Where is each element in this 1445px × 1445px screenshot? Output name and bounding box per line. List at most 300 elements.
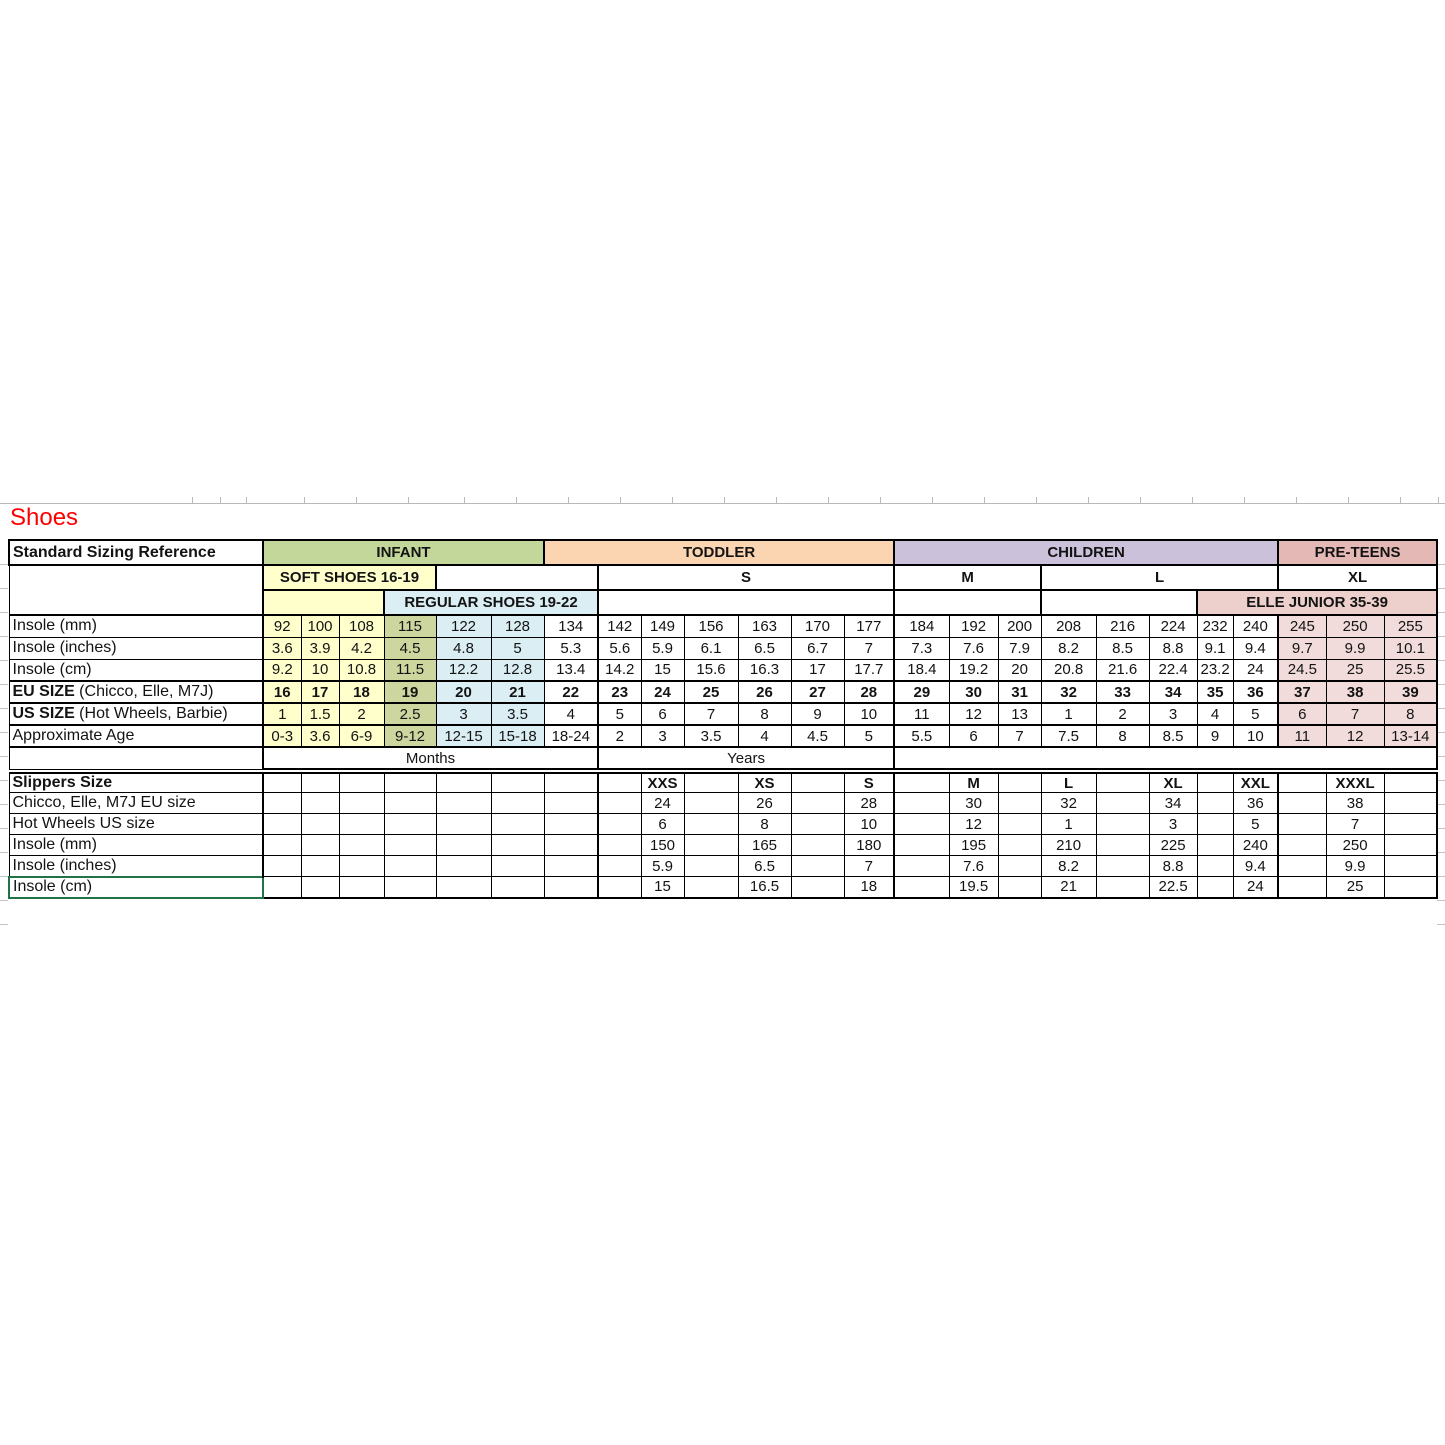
- cell-insole-inches-14[interactable]: 7.6: [949, 637, 998, 659]
- cell-us-size-19[interactable]: 4: [1197, 703, 1233, 725]
- cell-us-size-23[interactable]: 8: [1384, 703, 1437, 725]
- slipper-empty-cell[interactable]: [1096, 814, 1149, 835]
- slipper-cell-insole-mm-4[interactable]: 210: [1041, 835, 1096, 856]
- slipper-empty-cell[interactable]: [684, 856, 738, 877]
- cell-insole-inches-16[interactable]: 8.2: [1041, 637, 1096, 659]
- slipper-empty-cell[interactable]: [263, 814, 301, 835]
- slipper-empty-cell[interactable]: [436, 793, 491, 814]
- slipper-cell-hot-wheels-us-size-3[interactable]: 12: [949, 814, 998, 835]
- cell-insole-mm-18[interactable]: 224: [1149, 615, 1197, 637]
- cell-us-size-10[interactable]: 8: [738, 703, 791, 725]
- slipper-empty-cell[interactable]: [339, 835, 384, 856]
- slipper-empty-cell[interactable]: [684, 814, 738, 835]
- cell-insole-mm-14[interactable]: 192: [949, 615, 998, 637]
- slipper-empty-cell[interactable]: [998, 814, 1041, 835]
- cell-us-size-5[interactable]: 3.5: [491, 703, 544, 725]
- slipper-cell-chicco-elle-m7j-eu-size-6[interactable]: 36: [1233, 793, 1278, 814]
- slipper-empty-cell[interactable]: [1197, 835, 1233, 856]
- cell-us-size-3[interactable]: 2.5: [384, 703, 436, 725]
- row-label-insole-cm[interactable]: Insole (cm): [9, 659, 263, 681]
- cell-insole-mm-16[interactable]: 208: [1041, 615, 1096, 637]
- cell-insole-cm-19[interactable]: 23.2: [1197, 659, 1233, 681]
- slipper-cell-insole-inches-0[interactable]: 5.9: [641, 856, 684, 877]
- slipper-empty-cell[interactable]: [384, 877, 436, 898]
- row-label-eu-size[interactable]: [9, 681, 263, 703]
- slipper-empty-cell[interactable]: [598, 856, 641, 877]
- slipper-empty-cell[interactable]: [998, 835, 1041, 856]
- period-blank[interactable]: [894, 747, 1437, 769]
- cell-insole-mm-11[interactable]: 170: [791, 615, 844, 637]
- cell-insole-cm-18[interactable]: 22.4: [1149, 659, 1197, 681]
- subheader-s[interactable]: S: [598, 565, 894, 590]
- cell-eu-size-8[interactable]: 24: [641, 681, 684, 703]
- slipper-empty-cell[interactable]: [491, 856, 544, 877]
- slipper-empty-cell[interactable]: [436, 814, 491, 835]
- slipper-empty-cell[interactable]: [1197, 793, 1233, 814]
- cell-insole-cm-3[interactable]: 11.5: [384, 659, 436, 681]
- slipper-row-label-hot-wheels-us-size[interactable]: Hot Wheels US size: [9, 814, 263, 835]
- cell-insole-mm-13[interactable]: 184: [894, 615, 949, 637]
- slipper-empty-cell[interactable]: [791, 835, 844, 856]
- cell-approximate-age-20[interactable]: 10: [1233, 725, 1278, 747]
- slipper-empty-cell[interactable]: [339, 877, 384, 898]
- cell-approximate-age-0[interactable]: 0-3: [263, 725, 301, 747]
- cell-us-size-18[interactable]: 3: [1149, 703, 1197, 725]
- sheet-title[interactable]: Shoes: [10, 504, 79, 531]
- cell-insole-mm-19[interactable]: 232: [1197, 615, 1233, 637]
- slipper-cell-insole-inches-4[interactable]: 8.2: [1041, 856, 1096, 877]
- cell-insole-mm-1[interactable]: 100: [301, 615, 339, 637]
- slipper-empty-cell[interactable]: [1278, 877, 1326, 898]
- slipper-empty-cell[interactable]: [1384, 835, 1437, 856]
- cell-eu-size-14[interactable]: 30: [949, 681, 998, 703]
- row-label-approximate-age[interactable]: Approximate Age: [9, 725, 263, 747]
- slipper-cell-insole-inches-5[interactable]: 8.8: [1149, 856, 1197, 877]
- slipper-empty-cell[interactable]: [998, 856, 1041, 877]
- slipper-empty-cell[interactable]: [1096, 877, 1149, 898]
- slipper-cell-hot-wheels-us-size-6[interactable]: 5: [1233, 814, 1278, 835]
- cell-insole-inches-3[interactable]: 4.5: [384, 637, 436, 659]
- slipper-empty-cell[interactable]: [684, 835, 738, 856]
- group-header-toddler[interactable]: TODDLER: [544, 540, 894, 565]
- slipper-size-xl[interactable]: XL: [1149, 773, 1197, 793]
- slipper-cell-insole-cm-0[interactable]: 15: [641, 877, 684, 898]
- cell-eu-size-0[interactable]: 16: [263, 681, 301, 703]
- group-header-children[interactable]: CHILDREN: [894, 540, 1278, 565]
- slipper-empty-cell[interactable]: [544, 773, 598, 793]
- slipper-cell-chicco-elle-m7j-eu-size-1[interactable]: 26: [738, 793, 791, 814]
- cell-eu-size-2[interactable]: 18: [339, 681, 384, 703]
- subheader-soft-shoes-16-19[interactable]: SOFT SHOES 16-19: [263, 565, 436, 590]
- label-blank-cell[interactable]: [9, 565, 263, 615]
- subheader-blank[interactable]: [1041, 590, 1197, 615]
- cell-eu-size-4[interactable]: 20: [436, 681, 491, 703]
- subheader-elle-junior-35-39[interactable]: ELLE JUNIOR 35-39: [1197, 590, 1437, 615]
- cell-eu-size-1[interactable]: 17: [301, 681, 339, 703]
- slipper-size-l[interactable]: L: [1041, 773, 1096, 793]
- cell-eu-size-12[interactable]: 28: [844, 681, 894, 703]
- slipper-size-s[interactable]: S: [844, 773, 894, 793]
- slipper-empty-cell[interactable]: [894, 856, 949, 877]
- cell-us-size-16[interactable]: 1: [1041, 703, 1096, 725]
- slipper-empty-cell[interactable]: [491, 773, 544, 793]
- slipper-cell-insole-inches-6[interactable]: 9.4: [1233, 856, 1278, 877]
- slipper-empty-cell[interactable]: [598, 814, 641, 835]
- slipper-empty-cell[interactable]: [491, 877, 544, 898]
- slipper-empty-cell[interactable]: [598, 793, 641, 814]
- slipper-empty-cell[interactable]: [384, 835, 436, 856]
- cell-us-size-9[interactable]: 7: [684, 703, 738, 725]
- slipper-empty-cell[interactable]: [263, 877, 301, 898]
- slipper-cell-insole-cm-1[interactable]: 16.5: [738, 877, 791, 898]
- cell-eu-size-10[interactable]: 26: [738, 681, 791, 703]
- cell-eu-size-19[interactable]: 35: [1197, 681, 1233, 703]
- cell-insole-inches-7[interactable]: 5.6: [598, 637, 641, 659]
- cell-insole-cm-5[interactable]: 12.8: [491, 659, 544, 681]
- cell-insole-inches-23[interactable]: 10.1: [1384, 637, 1437, 659]
- cell-us-size-12[interactable]: 10: [844, 703, 894, 725]
- slipper-empty-cell[interactable]: [263, 835, 301, 856]
- slipper-empty-cell[interactable]: [1278, 773, 1326, 793]
- slipper-row-label-insole-cm-selected[interactable]: Insole (cm): [9, 877, 263, 898]
- slipper-empty-cell[interactable]: [436, 773, 491, 793]
- slipper-empty-cell[interactable]: [598, 877, 641, 898]
- slippers-header-label[interactable]: Slippers Size: [9, 773, 263, 793]
- slipper-empty-cell[interactable]: [544, 835, 598, 856]
- cell-insole-inches-2[interactable]: 4.2: [339, 637, 384, 659]
- cell-us-size-14[interactable]: 12: [949, 703, 998, 725]
- cell-us-size-11[interactable]: 9: [791, 703, 844, 725]
- cell-eu-size-13[interactable]: 29: [894, 681, 949, 703]
- cell-insole-cm-22[interactable]: 25: [1326, 659, 1384, 681]
- slipper-cell-hot-wheels-us-size-5[interactable]: 3: [1149, 814, 1197, 835]
- slipper-empty-cell[interactable]: [791, 856, 844, 877]
- subheader-regular-shoes-19-22[interactable]: REGULAR SHOES 19-22: [384, 590, 598, 615]
- cell-insole-inches-1[interactable]: 3.9: [301, 637, 339, 659]
- subheader-m[interactable]: M: [894, 565, 1041, 590]
- slipper-empty-cell[interactable]: [894, 835, 949, 856]
- period-months[interactable]: Months: [263, 747, 598, 769]
- cell-insole-inches-6[interactable]: 5.3: [544, 637, 598, 659]
- cell-insole-cm-16[interactable]: 20.8: [1041, 659, 1096, 681]
- cell-insole-mm-6[interactable]: 134: [544, 615, 598, 637]
- cell-insole-mm-20[interactable]: 240: [1233, 615, 1278, 637]
- cell-insole-cm-4[interactable]: 12.2: [436, 659, 491, 681]
- cell-eu-size-6[interactable]: 22: [544, 681, 598, 703]
- cell-us-size-6[interactable]: 4: [544, 703, 598, 725]
- slipper-empty-cell[interactable]: [598, 773, 641, 793]
- group-header-infant[interactable]: INFANT: [263, 540, 544, 565]
- cell-insole-cm-14[interactable]: 19.2: [949, 659, 998, 681]
- cell-insole-mm-21[interactable]: 245: [1278, 615, 1326, 637]
- cell-insole-cm-2[interactable]: 10.8: [339, 659, 384, 681]
- cell-insole-mm-2[interactable]: 108: [339, 615, 384, 637]
- slipper-cell-insole-cm-2[interactable]: 18: [844, 877, 894, 898]
- cell-approximate-age-12[interactable]: 5: [844, 725, 894, 747]
- slipper-empty-cell[interactable]: [894, 877, 949, 898]
- cell-approximate-age-6[interactable]: 18-24: [544, 725, 598, 747]
- cell-insole-inches-4[interactable]: 4.8: [436, 637, 491, 659]
- slipper-cell-hot-wheels-us-size-7[interactable]: 7: [1326, 814, 1384, 835]
- cell-insole-cm-8[interactable]: 15: [641, 659, 684, 681]
- slipper-empty-cell[interactable]: [684, 773, 738, 793]
- cell-insole-inches-21[interactable]: 9.7: [1278, 637, 1326, 659]
- cell-insole-inches-15[interactable]: 7.9: [998, 637, 1041, 659]
- slipper-empty-cell[interactable]: [301, 877, 339, 898]
- slipper-cell-insole-mm-6[interactable]: 240: [1233, 835, 1278, 856]
- cell-us-size-1[interactable]: 1.5: [301, 703, 339, 725]
- slipper-empty-cell[interactable]: [544, 814, 598, 835]
- subheader-xl[interactable]: XL: [1278, 565, 1437, 590]
- cell-insole-cm-9[interactable]: 15.6: [684, 659, 738, 681]
- slipper-empty-cell[interactable]: [1384, 814, 1437, 835]
- slipper-empty-cell[interactable]: [301, 793, 339, 814]
- cell-approximate-age-21[interactable]: 11: [1278, 725, 1326, 747]
- slipper-empty-cell[interactable]: [1197, 814, 1233, 835]
- cell-eu-size-18[interactable]: 34: [1149, 681, 1197, 703]
- cell-insole-inches-19[interactable]: 9.1: [1197, 637, 1233, 659]
- slipper-cell-insole-cm-3[interactable]: 19.5: [949, 877, 998, 898]
- cell-us-size-4[interactable]: 3: [436, 703, 491, 725]
- subheader-blank[interactable]: [263, 590, 384, 615]
- subheader-blank[interactable]: [894, 590, 1041, 615]
- slipper-empty-cell[interactable]: [1278, 835, 1326, 856]
- cell-approximate-age-16[interactable]: 7.5: [1041, 725, 1096, 747]
- cell-eu-size-20[interactable]: 36: [1233, 681, 1278, 703]
- cell-insole-cm-12[interactable]: 17.7: [844, 659, 894, 681]
- slipper-empty-cell[interactable]: [491, 835, 544, 856]
- cell-eu-size-17[interactable]: 33: [1096, 681, 1149, 703]
- slipper-empty-cell[interactable]: [384, 856, 436, 877]
- slipper-empty-cell[interactable]: [436, 877, 491, 898]
- slipper-empty-cell[interactable]: [384, 773, 436, 793]
- cell-us-size-0[interactable]: 1: [263, 703, 301, 725]
- cell-eu-size-23[interactable]: 39: [1384, 681, 1437, 703]
- cell-approximate-age-15[interactable]: 7: [998, 725, 1041, 747]
- cell-insole-cm-6[interactable]: 13.4: [544, 659, 598, 681]
- cell-insole-inches-0[interactable]: 3.6: [263, 637, 301, 659]
- slipper-size-xxxl[interactable]: XXXL: [1326, 773, 1384, 793]
- cell-approximate-age-10[interactable]: 4: [738, 725, 791, 747]
- slipper-empty-cell[interactable]: [791, 773, 844, 793]
- slipper-empty-cell[interactable]: [684, 877, 738, 898]
- slipper-empty-cell[interactable]: [263, 793, 301, 814]
- slipper-empty-cell[interactable]: [894, 793, 949, 814]
- period-row-label[interactable]: [9, 747, 263, 769]
- slipper-empty-cell[interactable]: [436, 856, 491, 877]
- cell-us-size-7[interactable]: 5: [598, 703, 641, 725]
- cell-insole-cm-20[interactable]: 24: [1233, 659, 1278, 681]
- cell-insole-mm-8[interactable]: 149: [641, 615, 684, 637]
- slipper-size-m[interactable]: M: [949, 773, 998, 793]
- slipper-empty-cell[interactable]: [544, 793, 598, 814]
- slipper-empty-cell[interactable]: [301, 773, 339, 793]
- slipper-cell-insole-cm-4[interactable]: 21: [1041, 877, 1096, 898]
- slipper-empty-cell[interactable]: [1096, 856, 1149, 877]
- cell-insole-mm-17[interactable]: 216: [1096, 615, 1149, 637]
- cell-insole-inches-10[interactable]: 6.5: [738, 637, 791, 659]
- cell-insole-mm-7[interactable]: 142: [598, 615, 641, 637]
- slipper-empty-cell[interactable]: [301, 814, 339, 835]
- slipper-empty-cell[interactable]: [301, 856, 339, 877]
- cell-eu-size-16[interactable]: 32: [1041, 681, 1096, 703]
- slipper-empty-cell[interactable]: [1384, 773, 1437, 793]
- cell-insole-inches-13[interactable]: 7.3: [894, 637, 949, 659]
- cell-eu-size-9[interactable]: 25: [684, 681, 738, 703]
- slipper-cell-insole-mm-3[interactable]: 195: [949, 835, 998, 856]
- cell-insole-mm-4[interactable]: 122: [436, 615, 491, 637]
- subheader-l[interactable]: L: [1041, 565, 1278, 590]
- cell-us-size-20[interactable]: 5: [1233, 703, 1278, 725]
- slipper-empty-cell[interactable]: [998, 773, 1041, 793]
- slipper-cell-insole-cm-7[interactable]: 25: [1326, 877, 1384, 898]
- slipper-empty-cell[interactable]: [263, 856, 301, 877]
- cell-eu-size-3[interactable]: 19: [384, 681, 436, 703]
- cell-us-size-15[interactable]: 13: [998, 703, 1041, 725]
- slipper-empty-cell[interactable]: [1278, 793, 1326, 814]
- cell-insole-inches-20[interactable]: 9.4: [1233, 637, 1278, 659]
- slipper-size-xxl[interactable]: XXL: [1233, 773, 1278, 793]
- slipper-cell-hot-wheels-us-size-0[interactable]: 6: [641, 814, 684, 835]
- slipper-empty-cell[interactable]: [894, 814, 949, 835]
- cell-approximate-age-5[interactable]: 15-18: [491, 725, 544, 747]
- cell-insole-mm-5[interactable]: 128: [491, 615, 544, 637]
- cell-insole-inches-9[interactable]: 6.1: [684, 637, 738, 659]
- cell-insole-cm-7[interactable]: 14.2: [598, 659, 641, 681]
- cell-insole-mm-12[interactable]: 177: [844, 615, 894, 637]
- cell-insole-cm-17[interactable]: 21.6: [1096, 659, 1149, 681]
- slipper-empty-cell[interactable]: [491, 814, 544, 835]
- slipper-empty-cell[interactable]: [998, 793, 1041, 814]
- slipper-cell-hot-wheels-us-size-4[interactable]: 1: [1041, 814, 1096, 835]
- slipper-empty-cell[interactable]: [491, 793, 544, 814]
- cell-us-size-22[interactable]: 7: [1326, 703, 1384, 725]
- cell-eu-size-15[interactable]: 31: [998, 681, 1041, 703]
- cell-insole-inches-11[interactable]: 6.7: [791, 637, 844, 659]
- slipper-empty-cell[interactable]: [894, 773, 949, 793]
- cell-eu-size-22[interactable]: 38: [1326, 681, 1384, 703]
- cell-eu-size-7[interactable]: 23: [598, 681, 641, 703]
- cell-insole-cm-10[interactable]: 16.3: [738, 659, 791, 681]
- slipper-empty-cell[interactable]: [1197, 877, 1233, 898]
- slipper-empty-cell[interactable]: [1278, 856, 1326, 877]
- slipper-empty-cell[interactable]: [1197, 856, 1233, 877]
- cell-insole-inches-18[interactable]: 8.8: [1149, 637, 1197, 659]
- cell-insole-mm-9[interactable]: 156: [684, 615, 738, 637]
- slipper-empty-cell[interactable]: [998, 877, 1041, 898]
- slipper-empty-cell[interactable]: [1384, 793, 1437, 814]
- slipper-empty-cell[interactable]: [436, 835, 491, 856]
- slipper-cell-insole-cm-5[interactable]: 22.5: [1149, 877, 1197, 898]
- cell-insole-inches-12[interactable]: 7: [844, 637, 894, 659]
- slipper-empty-cell[interactable]: [1384, 856, 1437, 877]
- slipper-cell-hot-wheels-us-size-2[interactable]: 10: [844, 814, 894, 835]
- cell-us-size-2[interactable]: 2: [339, 703, 384, 725]
- slipper-empty-cell[interactable]: [791, 793, 844, 814]
- slipper-empty-cell[interactable]: [301, 835, 339, 856]
- cell-insole-cm-23[interactable]: 25.5: [1384, 659, 1437, 681]
- cell-approximate-age-3[interactable]: 9-12: [384, 725, 436, 747]
- slipper-empty-cell[interactable]: [1197, 773, 1233, 793]
- cell-insole-mm-23[interactable]: 255: [1384, 615, 1437, 637]
- cell-approximate-age-19[interactable]: 9: [1197, 725, 1233, 747]
- slipper-size-xxs[interactable]: XXS: [641, 773, 684, 793]
- slipper-cell-hot-wheels-us-size-1[interactable]: 8: [738, 814, 791, 835]
- cell-insole-inches-22[interactable]: 9.9: [1326, 637, 1384, 659]
- row-label-insole-inches[interactable]: Insole (inches): [9, 637, 263, 659]
- slipper-empty-cell[interactable]: [544, 856, 598, 877]
- cell-insole-cm-15[interactable]: 20: [998, 659, 1041, 681]
- cell-insole-inches-17[interactable]: 8.5: [1096, 637, 1149, 659]
- slipper-size-xs[interactable]: XS: [738, 773, 791, 793]
- cell-insole-cm-13[interactable]: 18.4: [894, 659, 949, 681]
- cell-insole-cm-0[interactable]: 9.2: [263, 659, 301, 681]
- cell-approximate-age-17[interactable]: 8: [1096, 725, 1149, 747]
- slipper-empty-cell[interactable]: [791, 814, 844, 835]
- slipper-cell-chicco-elle-m7j-eu-size-7[interactable]: 38: [1326, 793, 1384, 814]
- cell-approximate-age-7[interactable]: 2: [598, 725, 641, 747]
- group-header-pre-teens[interactable]: PRE-TEENS: [1278, 540, 1437, 565]
- cell-us-size-21[interactable]: 6: [1278, 703, 1326, 725]
- slipper-cell-insole-inches-1[interactable]: 6.5: [738, 856, 791, 877]
- cell-insole-mm-0[interactable]: 92: [263, 615, 301, 637]
- slipper-cell-chicco-elle-m7j-eu-size-0[interactable]: 24: [641, 793, 684, 814]
- slipper-row-label-chicco-elle-m7j-eu-size[interactable]: Chicco, Elle, M7J EU size: [9, 793, 263, 814]
- slipper-cell-insole-inches-3[interactable]: 7.6: [949, 856, 998, 877]
- slipper-cell-insole-mm-5[interactable]: 225: [1149, 835, 1197, 856]
- slipper-empty-cell[interactable]: [384, 793, 436, 814]
- cell-insole-inches-8[interactable]: 5.9: [641, 637, 684, 659]
- slipper-cell-insole-mm-0[interactable]: 150: [641, 835, 684, 856]
- cell-approximate-age-14[interactable]: 6: [949, 725, 998, 747]
- slipper-empty-cell[interactable]: [684, 793, 738, 814]
- slipper-empty-cell[interactable]: [598, 835, 641, 856]
- cell-us-size-8[interactable]: 6: [641, 703, 684, 725]
- period-years[interactable]: Years: [598, 747, 894, 769]
- slipper-cell-insole-inches-7[interactable]: 9.9: [1326, 856, 1384, 877]
- cell-insole-cm-1[interactable]: 10: [301, 659, 339, 681]
- cell-approximate-age-8[interactable]: 3: [641, 725, 684, 747]
- cell-insole-mm-22[interactable]: 250: [1326, 615, 1384, 637]
- cell-approximate-age-13[interactable]: 5.5: [894, 725, 949, 747]
- cell-eu-size-5[interactable]: 21: [491, 681, 544, 703]
- slipper-empty-cell[interactable]: [1278, 814, 1326, 835]
- cell-approximate-age-9[interactable]: 3.5: [684, 725, 738, 747]
- slipper-cell-chicco-elle-m7j-eu-size-3[interactable]: 30: [949, 793, 998, 814]
- slipper-cell-insole-mm-1[interactable]: 165: [738, 835, 791, 856]
- slipper-cell-chicco-elle-m7j-eu-size-2[interactable]: 28: [844, 793, 894, 814]
- slipper-row-label-insole-inches[interactable]: Insole (inches): [9, 856, 263, 877]
- slipper-cell-chicco-elle-m7j-eu-size-5[interactable]: 34: [1149, 793, 1197, 814]
- cell-insole-cm-11[interactable]: 17: [791, 659, 844, 681]
- corner-label[interactable]: Standard Sizing Reference: [9, 540, 263, 565]
- cell-eu-size-11[interactable]: 27: [791, 681, 844, 703]
- slipper-empty-cell[interactable]: [339, 793, 384, 814]
- cell-us-size-17[interactable]: 2: [1096, 703, 1149, 725]
- cell-us-size-13[interactable]: 11: [894, 703, 949, 725]
- slipper-empty-cell[interactable]: [263, 773, 301, 793]
- slipper-empty-cell[interactable]: [1096, 793, 1149, 814]
- slipper-empty-cell[interactable]: [339, 856, 384, 877]
- subheader-blank[interactable]: [436, 565, 598, 590]
- cell-insole-mm-3[interactable]: 115: [384, 615, 436, 637]
- cell-approximate-age-2[interactable]: 6-9: [339, 725, 384, 747]
- slipper-empty-cell[interactable]: [791, 877, 844, 898]
- cell-approximate-age-18[interactable]: 8.5: [1149, 725, 1197, 747]
- cell-approximate-age-23[interactable]: 13-14: [1384, 725, 1437, 747]
- slipper-empty-cell[interactable]: [339, 773, 384, 793]
- slipper-empty-cell[interactable]: [384, 814, 436, 835]
